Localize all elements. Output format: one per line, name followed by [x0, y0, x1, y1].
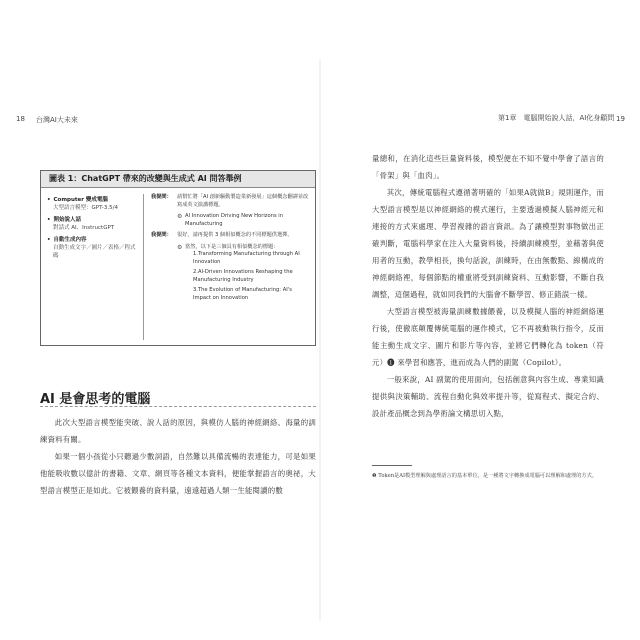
capability-title: 自動生成內容	[53, 237, 87, 243]
footnote: ❶ Token是AI模型理解與處理語言的基本單位，是一種將文字轉換成電腦可以理解和處理的方式。	[372, 473, 597, 479]
paragraph: 大型語言模型被海量訓練數據餵養，以及模擬人腦的神經網絡運行後，使徹底顛覆傳統電腦的運作模式，它不再被動執行指令，反而能主動生成文字、圖片和影片等內容，並將它們轉化為 token（符元）❶ 來學習和應答，進而成為人們的副駕（Copilot）。	[372, 307, 604, 367]
capability-item	[47, 236, 139, 260]
paragraph: 其次，傳統電腦程式遵循著明確的「如果A就做B」規則運作，而大型語言模型是以神經網絡的模式運行，主要透過模擬人腦神經元和連接的方式來處理、學習複雜的語言資訊。為了讓模型對事物做出正確判斷，電腦科學家在注入大量資料後，持續訓練模型，並藉著與使用者的互動，教學相長，換句話說，訓練時，在由無數點、線構成的神經網絡裡，每個節點的權重將受到訓練資料、互動影響，不斷自我調整，這個過程，就如同我們的大腦會不斷學習、修正錯誤一樣。	[372, 188, 604, 299]
section-divider	[40, 406, 316, 407]
paragraph: 量總和，在消化這些巨量資料後，模型便在不知不覺中學會了語言的「骨架」與「血肉」。	[372, 154, 604, 180]
paragraph: 如果一個小孩從小只聽過少數詞語，自然難以具備流暢的表達能力，可是如果他能吸收數以億計的書籍、文章、網頁等各種文本資料，便能掌握語言的奧祕，大型語言模型正是如此。它被餵養的資料量，遠遠超過人類一生能閱讀的數	[40, 452, 316, 495]
right-body-text	[372, 150, 604, 422]
bullet-icon: •	[47, 237, 51, 243]
left-body-text	[40, 414, 316, 499]
dialogue-text: AI Innovation Driving New Horizons in Manufacturing	[185, 213, 284, 227]
dialogue-question	[151, 194, 311, 209]
page-number-left: 18	[16, 115, 25, 123]
footnote-divider	[372, 465, 412, 466]
capability-desc: 自動生成文字／圖片／表格／程式碼	[53, 245, 136, 259]
capability-item	[47, 216, 139, 232]
dialogue-answer	[151, 213, 311, 228]
table-title: 圖表 1：ChatGPT 帶來的改變與生成式 AI 問答舉例	[41, 171, 315, 188]
bullet-icon: •	[47, 217, 51, 223]
ai-response-icon: ⚙	[177, 243, 183, 251]
book-title-header: 台灣AI大未來	[36, 116, 78, 124]
paragraph: 一般來說，AI 副駕的使用面向，包括創意與內容生成、專業知識提供與決策輔助、流程自動化與效率提升等，從寫程式、擬定合約、設計產品概念到為學術論文構思切入點，	[372, 375, 604, 418]
dialogue-answer	[151, 244, 311, 306]
suggested-title: 1.Transforming Manufacturing through AI Innovation	[193, 251, 300, 265]
capability-desc: 大型語言模型：GPT-3.5/4	[53, 205, 119, 211]
bullet-icon: •	[47, 197, 51, 203]
capabilities-column	[47, 196, 139, 264]
section-heading: AI 是會思考的電腦	[40, 392, 151, 407]
dialogue-column	[151, 194, 311, 309]
dialogue-question	[151, 232, 311, 240]
ai-response-icon: ⚙	[177, 213, 183, 220]
paragraph: 此次大型語言模型能突破、說人話的原因，與模仿人腦的神經網絡、海量的訓練資料有關。	[40, 418, 316, 444]
capability-item	[47, 196, 139, 212]
chapter-title-header: 第1章 電腦開始說人話，AI化身顧問	[498, 114, 615, 122]
page-number-right: 19	[616, 115, 625, 123]
dialogue-text: 請幫忙將「AI 創新驅動製造業新發展」這個概念翻譯並改寫成英文演講標題。	[177, 194, 309, 208]
table-body	[41, 188, 315, 346]
column-divider	[143, 194, 144, 340]
suggested-titles	[193, 251, 311, 302]
speaker-label: 我提問：	[151, 194, 172, 200]
capability-title: Computer 變成電腦	[53, 197, 108, 203]
figure-table	[40, 170, 316, 346]
suggested-title: 2.AI-Driven Innovations Reshaping the Manufacturing Industry	[193, 269, 293, 283]
capability-title: 開始說人話	[53, 217, 82, 223]
capability-desc: 對話式 AI、InstructGPT	[53, 225, 115, 231]
speaker-label: 我提問：	[151, 232, 172, 238]
dialogue-text: 當然，以下是三個具有相似概念的標題：	[185, 243, 279, 250]
suggested-title: 3.The Evolution of Manufacturing: AI's Impact on Innovation	[193, 287, 292, 301]
dialogue-text: 很好，請再提供 3 個相似概念的不同標題供選擇。	[177, 232, 293, 238]
